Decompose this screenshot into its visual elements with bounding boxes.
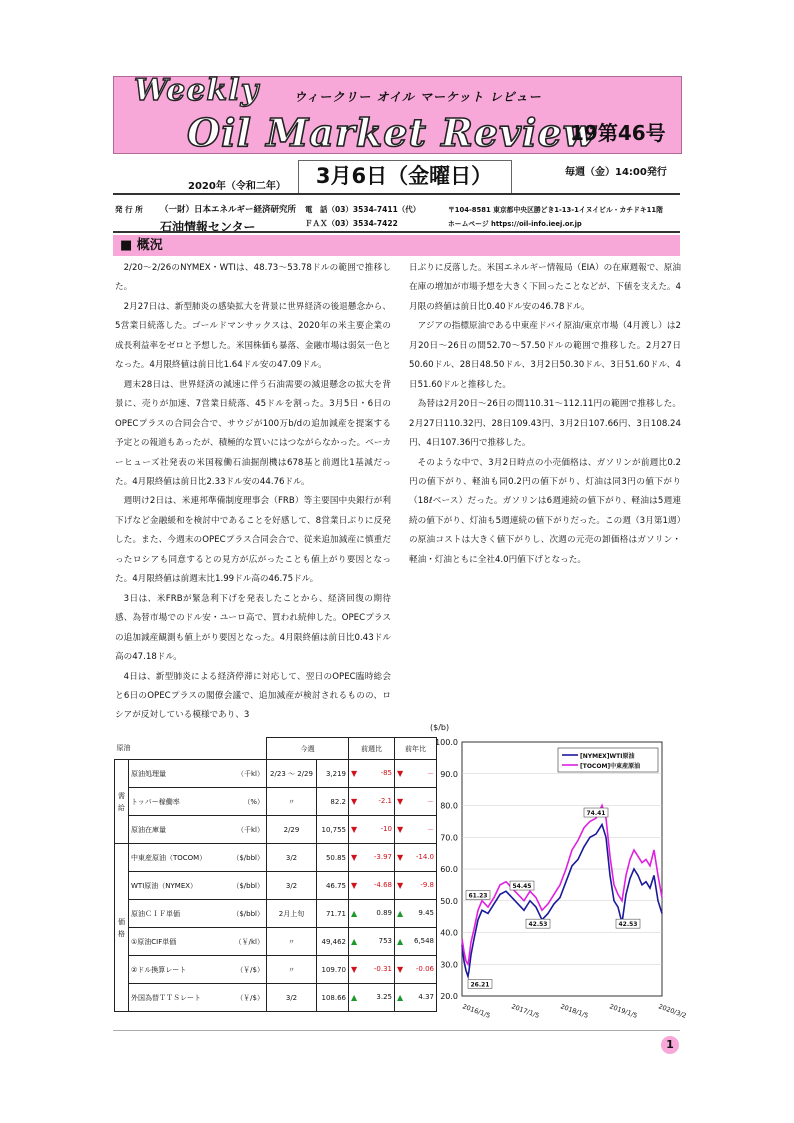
row-period: 〃 xyxy=(267,956,317,984)
y-tick-label: 60.0 xyxy=(440,865,458,874)
publisher-org: （一財）日本エネルギー経済研究所 xyxy=(160,205,297,215)
data-label: 26.21 xyxy=(470,981,490,989)
x-tick-label: 2018/1/5 xyxy=(559,1002,590,1020)
row-yoy: ▲ 4.37 xyxy=(395,984,437,1012)
row-label: トッパー稼働率 （%） xyxy=(129,788,267,816)
table-row xyxy=(115,956,437,984)
row-yoy: ▼ － xyxy=(395,788,437,816)
row-value: 71.71 xyxy=(317,900,349,928)
body-column-right xyxy=(409,259,681,570)
row-label: 原油処理量 （千kl） xyxy=(129,760,267,788)
triangle-down-icon: ▼ xyxy=(397,965,404,974)
price-chart xyxy=(420,722,688,1022)
row-value: 49,462 xyxy=(317,928,349,956)
publication-title: Oil Market Review xyxy=(187,110,597,155)
row-wow: ▼ -3.97 xyxy=(349,844,395,872)
data-label: 61.23 xyxy=(468,892,488,900)
y-tick-label: 100.0 xyxy=(435,738,458,747)
group-label: 価格 xyxy=(115,844,129,1012)
publisher-address: 〒104-8581 東京都中央区勝どき1-13-1イヌイビル・カチドキ11階 xyxy=(448,206,663,214)
row-wow: ▼ -0.31 xyxy=(349,956,395,984)
header-cell: 原油 xyxy=(115,738,267,760)
row-period: 2月上旬 xyxy=(267,900,317,928)
paragraph: 2/20～2/26のNYMEX・WTIは、48.73～53.78ドルの範囲で推移した。 xyxy=(115,263,391,293)
publisher-homepage[interactable]: ホームページ https://oil-info.ieej.or.jp xyxy=(448,220,582,228)
x-tick-label: 2017/1/5 xyxy=(510,1002,541,1020)
triangle-up-icon: ▲ xyxy=(351,937,358,946)
data-label: 54.45 xyxy=(512,883,532,891)
market-data-table xyxy=(114,737,437,1012)
y-tick-label: 80.0 xyxy=(440,801,458,811)
paragraph: 週明け2日は、米連邦準備制度理事会（FRB）等主要国中央銀行が利下げなど金融緩和を検討中であることを好感して、8営業日ぶりに反発した。また、今週末のOPECプラス合同会合で、従来追加減産に慎重だったロシアも同意するとの見方が広がったことも値上がり要因となった。4月限終値は前週末比1.99ドル高の46.75ドル。 xyxy=(115,496,391,585)
weekly-logo-text: Weekly xyxy=(134,73,260,108)
row-wow: ▲ 3.25 xyxy=(349,984,395,1012)
row-yoy: ▼ － xyxy=(395,760,437,788)
row-yoy: ▲ 6,548 xyxy=(395,928,437,956)
table-row xyxy=(115,788,437,816)
row-label: 中東産原油（TOCOM） （$/bbl） xyxy=(129,844,267,872)
issue-date: 3月6日（金曜日） xyxy=(315,164,493,188)
table-row xyxy=(115,872,437,900)
publish-schedule: 毎週（金）14:00発行 xyxy=(565,167,667,178)
y-tick-label: 20.0 xyxy=(440,992,458,1001)
row-wow: ▲ 0.89 xyxy=(349,900,395,928)
paragraph: 週末28日は、世界経済の減速に伴う石油需要の減退懸念の拡大を背景に、売りが加速、7営業日続落、45ドルを割った。3月5日・6日のOPECプラスの合同会合で、サウジが100万b/dの追加減産を提案する予定との報道もあったが、積極的な買いにはつながらなかった。ベーカーヒューズ社発表の米国稼働石油掘削機は678基と前週比1基減だった。4月限終値は前日比2.33ドル安の44.76ドル。 xyxy=(115,379,391,487)
row-label: WTI原油（NYMEX） （$/bbl） xyxy=(129,872,267,900)
data-label: 42.53 xyxy=(528,921,548,929)
paragraph: 4日は、新型肺炎による経済停滞に対応して、翌日のOPEC臨時総会と6日のOPECプラスの閣僚会議で、追加減産が検討されるものの、ロシアが反対している模様であり、3 xyxy=(115,671,391,721)
paragraph: そのような中で、3月2日時点の小売価格は、ガソリンが前週比0.2円の値下がり、軽油も同0.2円の値下がり、灯油は同3円の値下がり（18ℓベース）だった。ガソリンは6週連続の値下がり、軽油は5週連続の値下がり、灯油も5週連続の値下がりだった。この週（3月第1週）の原油コストは大きく値下がりし、次週の元売の卸価格はガソリン・軽油・灯油ともに全社4.0円値下げとなった。 xyxy=(409,457,681,565)
header-cell: 今週 xyxy=(267,738,349,760)
legend-entry: [TOCOM]中東産原油 xyxy=(580,763,641,770)
row-label: ②ドル換算レート （￥/$） xyxy=(129,956,267,984)
triangle-down-icon: ▼ xyxy=(351,769,358,778)
table-row xyxy=(115,984,437,1012)
y-tick-label: 70.0 xyxy=(440,833,458,843)
table-row xyxy=(115,928,437,956)
row-period: 3/2 xyxy=(267,872,317,900)
row-value: 46.75 xyxy=(317,872,349,900)
triangle-up-icon: ▲ xyxy=(351,909,358,918)
y-tick-label: 90.0 xyxy=(440,769,458,779)
row-value: 108.66 xyxy=(317,984,349,1012)
table-row xyxy=(115,816,437,844)
section-bar xyxy=(113,235,680,256)
row-yoy: ▼ -14.0 xyxy=(395,844,437,872)
row-yoy: ▼ -0.06 xyxy=(395,956,437,984)
y-tick-label: 30.0 xyxy=(440,960,458,970)
row-wow: ▼ -2.1 xyxy=(349,788,395,816)
row-yoy: ▲ 9.45 xyxy=(395,900,437,928)
triangle-down-icon: ▼ xyxy=(397,853,404,862)
table-header-row xyxy=(115,738,437,760)
row-value: 50.85 xyxy=(317,844,349,872)
triangle-down-icon: ▼ xyxy=(397,824,404,834)
group-label: 需給 xyxy=(115,760,129,844)
triangle-up-icon: ▲ xyxy=(397,993,404,1002)
data-label: 42.53 xyxy=(618,921,638,929)
publisher-fax: ＦＡＸ（03）3534-7422 xyxy=(305,219,398,228)
row-wow: ▼ -85 xyxy=(349,760,395,788)
publisher-label: 発 行 所 xyxy=(115,205,143,214)
triangle-down-icon: ▼ xyxy=(351,853,358,862)
row-wow: ▲ 753 xyxy=(349,928,395,956)
x-tick-label: 2016/1/5 xyxy=(461,1002,492,1020)
row-period: 3/2 xyxy=(267,984,317,1012)
page-number: 1 xyxy=(661,1036,679,1054)
x-tick-label: 2019/1/5 xyxy=(608,1002,639,1020)
row-label: ①原油CIF単価 （￥/kl） xyxy=(129,928,267,956)
y-axis-label: ($/b) xyxy=(430,723,450,732)
triangle-down-icon: ▼ xyxy=(351,825,358,834)
paragraph: アジアの指標原油である中東産ドバイ原油/東京市場（4月渡し）は2月20日～26日の間52.70～57.50ドルの範囲で推移した。2月27日50.60ドル、28日48.50ドル、3月2日50.30ドル、3日51.60ドル、4日51.60ドルと推移した。 xyxy=(409,321,681,390)
triangle-up-icon: ▲ xyxy=(351,993,358,1002)
x-tick-label: 2020/3/2 xyxy=(657,1002,688,1020)
triangle-up-icon: ▲ xyxy=(397,909,404,918)
publisher-rule xyxy=(113,231,680,233)
data-label: 74.41 xyxy=(586,810,606,818)
table-row xyxy=(115,900,437,928)
paragraph: 3日は、米FRBが緊急利下げを発表したことから、経済回復の期待感、為替市場でのドル安・ユーロ高で、買われ続伸した。OPECプラスの追加減産観測も値上がり要因となった。4月限終値は前日比0.43ドル高の47.18ドル。 xyxy=(115,593,391,663)
issue-year: 2020年（令和二年） xyxy=(188,181,286,192)
y-tick-label: 40.0 xyxy=(440,928,458,938)
issue-number: 19第46号 xyxy=(570,121,666,145)
legend-entry: [NYMEX]WTI原油 xyxy=(580,753,635,760)
triangle-down-icon: ▼ xyxy=(351,965,358,974)
paragraph: 2月27日は、新型肺炎の感染拡大を背景に世界経済の後退懸念から、5営業日続落した。ゴールドマンサックスは、2020年の米主要企業の成長利益率をゼロと予想した。米国株価も暴落、金融市場は弱気一色となった。4月限終値は前日比1.64ドル安の47.09ドル。 xyxy=(115,301,391,371)
row-value: 3,219 xyxy=(317,760,349,788)
row-period: 2/23 ～ 2/29 xyxy=(267,760,317,788)
row-value: 109.70 xyxy=(317,956,349,984)
publisher-center: 石油情報センター xyxy=(160,220,256,234)
header-cell: 前週比 xyxy=(349,738,395,760)
row-yoy: ▼ － xyxy=(395,816,437,844)
triangle-down-icon: ▼ xyxy=(351,881,358,890)
row-label: 原油ＣＩＦ単価 （$/bbl） xyxy=(129,900,267,928)
header-cell: 前年比 xyxy=(395,738,437,760)
triangle-down-icon: ▼ xyxy=(397,768,404,778)
section-title: ■ 概況 xyxy=(120,238,163,253)
row-label: 外国為替ＴＴＳレート （￥/$） xyxy=(129,984,267,1012)
triangle-up-icon: ▲ xyxy=(397,937,404,946)
row-value: 10,755 xyxy=(317,816,349,844)
paragraph: 日ぶりに反落した。米国エネルギー情報局（EIA）の在庫週報で、原油在庫の増加が市場予想を大きく下回ったことなどが、下値を支えた。4月限の終値は前日比0.40ドル安の46.78ドル。 xyxy=(409,263,681,312)
row-period: 〃 xyxy=(267,788,317,816)
paragraph: 為替は2月20日～26日の間110.31～112.11円の範囲で推移した。2月27日110.32円、28日109.43円、3月2日107.66円、3日108.24円、4日107.36円で推移した。 xyxy=(409,399,681,449)
row-yoy: ▼ -9.8 xyxy=(395,872,437,900)
y-tick-label: 50.0 xyxy=(440,896,458,906)
table-row xyxy=(115,844,437,872)
triangle-down-icon: ▼ xyxy=(351,797,358,806)
table-row xyxy=(115,760,437,788)
footer-rule xyxy=(113,1030,680,1031)
row-value: 82.2 xyxy=(317,788,349,816)
triangle-down-icon: ▼ xyxy=(397,796,404,806)
subtitle-japanese: ウィークリー オイル マーケット レビュー xyxy=(294,90,542,104)
row-wow: ▼ -10 xyxy=(349,816,395,844)
row-period: 〃 xyxy=(267,928,317,956)
row-period: 2/29 xyxy=(267,816,317,844)
triangle-down-icon: ▼ xyxy=(397,881,404,890)
row-wow: ▼ -4.68 xyxy=(349,872,395,900)
body-column-left xyxy=(115,259,391,726)
publisher-tel: 電 話（03）3534-7411（代） xyxy=(305,205,421,214)
row-period: 3/2 xyxy=(267,844,317,872)
header-rule xyxy=(113,193,680,195)
row-label: 原油在庫量 （千kl） xyxy=(129,816,267,844)
